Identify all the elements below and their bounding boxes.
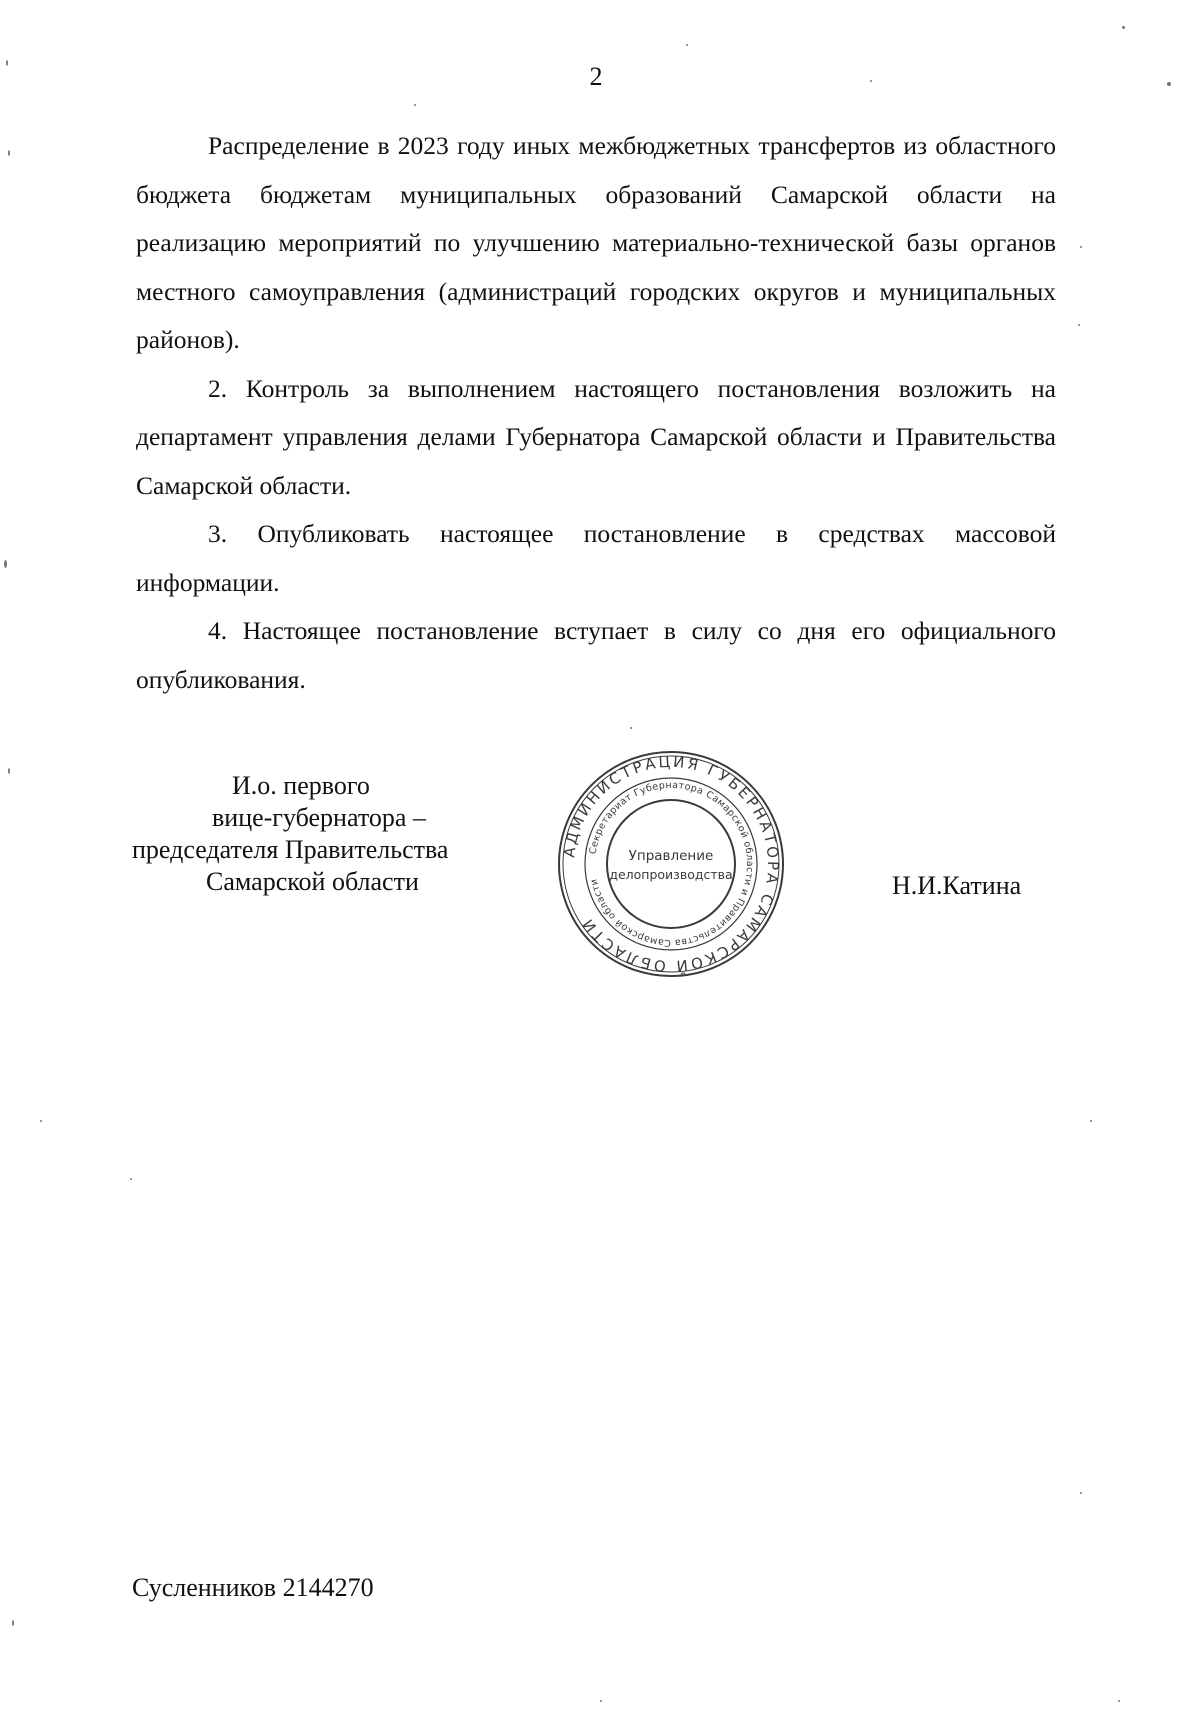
scan-speck: [1122, 26, 1125, 29]
paragraph-3: 3. Опубликовать настоящее постановление в средствах массовой информации.: [136, 519, 1056, 597]
scan-speck: [1080, 1492, 1082, 1494]
paragraph-2: 2. Контроль за выполнением настоящего постановления возложить на департамент управления делами Губернатора Самарской области и Правительства Самарской области.: [136, 373, 1056, 500]
scan-speck: [1090, 1120, 1092, 1122]
seal-center-line-2: делопроизводства: [609, 867, 733, 882]
scan-speck: [12, 1620, 14, 1626]
scan-speck: [8, 150, 10, 156]
scan-speck: [130, 1178, 132, 1180]
page-number: 2: [589, 62, 603, 91]
scan-speck: [1167, 82, 1171, 86]
seal-graphic: [555, 748, 787, 980]
signatory-name: Н.И.Катина: [892, 871, 1022, 900]
scan-speck: [414, 104, 416, 106]
signatory-position: [132, 770, 512, 898]
scan-speck: [600, 1700, 602, 1702]
scan-speck: [1080, 246, 1082, 248]
scan-speck: [870, 80, 872, 82]
paragraph-1: Распределение в 2023 году иных межбюджетных трансфертов из областного бюджета бюджетам муниципальных образований Самарской области на реализацию мероприятий по улучшению материально-технической базы органов местного самоуправления (администраций городских округов и муниципальных районов).: [136, 131, 1056, 354]
scan-speck: [40, 1120, 42, 1122]
scan-speck: [686, 44, 688, 46]
position-line-2: вице-губернатора –: [212, 803, 426, 832]
seal-inner-text: Секретариат Губернатора Самарской области и Правительства Самарской области: [587, 779, 756, 949]
scan-speck: [1118, 1700, 1120, 1702]
paragraph-4: 4. Настоящее постановление вступает в силу со дня его официального опубликования.: [136, 616, 1056, 694]
seal-outer-text: АДМИНИСТРАЦИЯ ГУБЕРНАТОРА САМАРСКОЙ ОБЛАСТИ: [560, 752, 783, 976]
resolution-body: [136, 122, 1056, 704]
official-seal: [555, 748, 787, 980]
scan-speck: [4, 560, 7, 568]
executor-contact: Сусленников 2144270: [132, 1573, 374, 1602]
position-line-4: Самарской области: [206, 867, 419, 896]
scan-speck: [630, 727, 632, 729]
position-line-1: И.о. первого: [232, 771, 370, 800]
scan-speck: [1078, 324, 1080, 326]
seal-center-line-1: Управление: [628, 848, 714, 864]
position-line-3: председателя Правительства: [132, 835, 449, 864]
scan-speck: [8, 768, 10, 774]
scan-speck: [6, 60, 8, 66]
